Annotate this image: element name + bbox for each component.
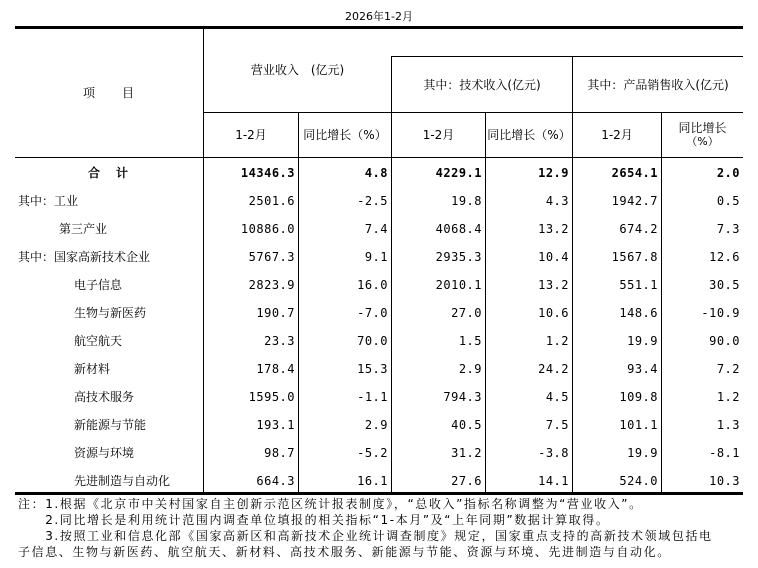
table-cell: 178.4 — [256, 362, 295, 376]
table-cell: 12.9 — [538, 166, 569, 180]
table-cell: 4.8 — [364, 166, 388, 180]
footnote-2: 2.同比增长是利用统计范围内调查单位填报的相关指标“1-本月”及“上年同期”数据计算取得。 — [18, 513, 610, 527]
table-cell: 524.0 — [619, 474, 658, 488]
subheader-product-growth-line2: （%） — [686, 135, 719, 148]
table-cell: 794.3 — [443, 390, 482, 404]
table-cell: 10886.0 — [240, 222, 295, 236]
table-cell: 2.9 — [458, 362, 482, 376]
row-label: 先进制造与自动化 — [74, 474, 171, 488]
row-label: 新材料 — [74, 362, 111, 376]
table-cell: 9.1 — [364, 250, 388, 264]
table-cell: 7.3 — [716, 222, 740, 236]
subheader-revenue-period: 1-2月 — [235, 128, 267, 142]
table-cell: 2501.6 — [248, 194, 295, 208]
table-cell: 15.3 — [357, 362, 388, 376]
table-cell: 19.9 — [627, 446, 658, 460]
subheader-revenue-growth: 同比增长（%） — [303, 128, 387, 142]
table-cell: 148.6 — [619, 306, 658, 320]
row-label: 航空航天 — [74, 334, 123, 348]
table-cell: 27.6 — [451, 474, 482, 488]
table-cell: 90.0 — [709, 334, 740, 348]
table-cell: 1567.8 — [611, 250, 658, 264]
footnote-1: 注：1.根据《北京市中关村国家自主创新示范区统计报表制度》，“总收入”指标名称调整为“营业收入”。 — [18, 497, 643, 511]
table-cell: 5767.3 — [248, 250, 295, 264]
table-cell: 1.5 — [458, 334, 482, 348]
table-cell: 10.3 — [709, 474, 740, 488]
footnote-3: 3.按照工业和信息化部《国家高新区和高新技术企业统计调查制度》规定，国家重点支持的高新技术领域包括电 — [18, 529, 713, 543]
table-cell: 664.3 — [256, 474, 295, 488]
table-cell: 2.0 — [716, 166, 740, 180]
table-cell: 2010.1 — [435, 278, 482, 292]
table-cell: 193.1 — [256, 418, 295, 432]
table-cell: 1942.7 — [611, 194, 658, 208]
header-product-revenue: 其中：产品销售收入(亿元) — [587, 77, 729, 92]
subheader-product-growth-line1: 同比增长 — [678, 121, 727, 135]
table-cell: 40.5 — [451, 418, 482, 432]
table-cell: 4068.4 — [435, 222, 482, 236]
table-cell: 0.5 — [716, 194, 740, 208]
row-label: 高技术服务 — [74, 390, 135, 404]
header-item: 项 目 — [82, 85, 135, 100]
table-cell: -2.5 — [357, 194, 388, 208]
table-cell: 14.1 — [538, 474, 569, 488]
table-cell: -8.1 — [709, 446, 740, 460]
row-label: 其中：工业 — [18, 194, 79, 208]
table-cell: 7.2 — [716, 362, 740, 376]
table-cell: 2823.9 — [248, 278, 295, 292]
table-cell: 4229.1 — [435, 166, 482, 180]
table-cell: -10.9 — [701, 306, 740, 320]
table-cell: 10.6 — [538, 306, 569, 320]
table-cell: 93.4 — [627, 362, 658, 376]
subheader-tech-growth: 同比增长（%） — [487, 128, 571, 142]
table-cell: 12.6 — [709, 250, 740, 264]
table-cell: 16.0 — [357, 278, 388, 292]
table-cell: -5.2 — [357, 446, 388, 460]
row-label: 新能源与节能 — [74, 418, 147, 432]
table-cell: 1595.0 — [248, 390, 295, 404]
table-cell: 7.5 — [545, 418, 569, 432]
table-cell: 24.2 — [538, 362, 569, 376]
table-cell: 7.4 — [364, 222, 388, 236]
table-cell: -1.1 — [357, 390, 388, 404]
table-cell: 10.4 — [538, 250, 569, 264]
table-title: 2026年1-2月 — [345, 10, 413, 23]
table-cell: 190.7 — [256, 306, 295, 320]
table-cell: 30.5 — [709, 278, 740, 292]
table-cell: 2654.1 — [611, 166, 658, 180]
table-cell: 27.0 — [451, 306, 482, 320]
table-cell: -7.0 — [357, 306, 388, 320]
header-bottom-rule — [15, 157, 743, 158]
table-cell: 13.2 — [538, 278, 569, 292]
table-cell: 109.8 — [619, 390, 658, 404]
row-label: 资源与环境 — [74, 446, 135, 460]
bottom-rule — [15, 492, 743, 495]
table-cell: 13.2 — [538, 222, 569, 236]
table-cell: 98.7 — [264, 446, 295, 460]
row-label: 合 计 — [87, 166, 130, 180]
table-cell: 2935.3 — [435, 250, 482, 264]
table-cell: 31.2 — [451, 446, 482, 460]
subheader-product-growth — [662, 113, 743, 157]
header-revenue: 营业收入 (亿元) — [250, 63, 345, 77]
subheader-tech-period: 1-2月 — [422, 128, 455, 142]
table-cell: 19.8 — [451, 194, 482, 208]
row-label: 第三产业 — [59, 222, 108, 236]
header-tech-revenue: 其中：技术收入(亿元) — [423, 77, 541, 92]
table-cell: 101.1 — [619, 418, 658, 432]
table-cell: 2.9 — [364, 418, 388, 432]
footnote-3-cont: 子信息、生物与新医药、航空航天、新材料、高技术服务、新能源与节能、资源与环境、先进制造与自动化。 — [18, 545, 671, 559]
table-cell: 14346.3 — [240, 166, 295, 180]
footnotes — [18, 496, 753, 560]
table-cell: 19.9 — [627, 334, 658, 348]
table-cell: 16.1 — [357, 474, 388, 488]
table-cell: 23.3 — [264, 334, 295, 348]
subheader-product-period: 1-2月 — [601, 128, 633, 142]
table-cell: 1.2 — [716, 390, 740, 404]
table-cell: 4.3 — [545, 194, 569, 208]
table-cell: 1.2 — [545, 334, 569, 348]
table-cell: 4.5 — [545, 390, 569, 404]
table-cell: 551.1 — [619, 278, 658, 292]
table-cell: 70.0 — [357, 334, 388, 348]
table-cell: 1.3 — [716, 418, 740, 432]
row-label: 电子信息 — [74, 278, 123, 292]
row-label: 其中：国家高新技术企业 — [18, 250, 151, 264]
table-cell: 674.2 — [619, 222, 658, 236]
row-label: 生物与新医药 — [74, 306, 147, 320]
col-divider — [298, 112, 299, 492]
table-cell: -3.8 — [538, 446, 569, 460]
